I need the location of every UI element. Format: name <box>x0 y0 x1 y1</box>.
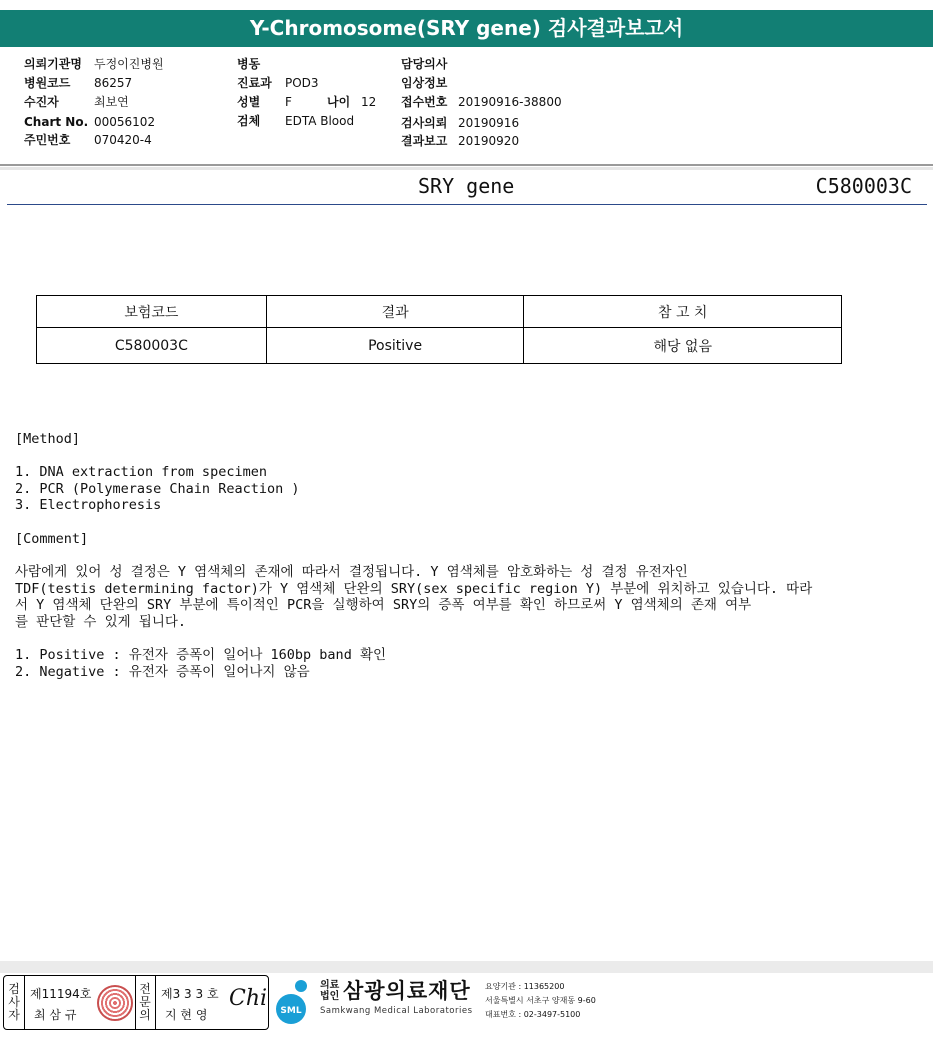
divider <box>0 164 933 166</box>
org-code: 요양기관 : 11365200 <box>485 982 565 991</box>
report-title: Y-Chromosome(SRY gene) 검사결과보고서 <box>0 10 933 47</box>
comment-line: 서 Y 염색체 단완의 SRY 부분에 특이적인 PCR을 실행하여 SRY의 증폭 여부를 확인 하므로써 Y 염색체의 존재 여부 <box>15 597 752 613</box>
info-hospital: 의뢰기관명 두정이진병원 <box>24 57 164 71</box>
method-heading: [Method] <box>15 431 81 447</box>
info-age: 나이 12 <box>327 95 377 109</box>
org-prefix: 의료법인 <box>320 980 340 1002</box>
info-department: 진료과 POD3 <box>237 76 319 90</box>
inspector-label: 검사자 <box>8 982 20 1022</box>
signature: Chi <box>229 986 268 1011</box>
comment-item: 1. Positive : 유전자 증폭이 일어나 160bp band 확인 <box>15 647 387 663</box>
org-address: 서울특별시 서초구 양재동 9-60 <box>485 996 596 1005</box>
info-hospital-code: 병원코드 86257 <box>24 76 133 90</box>
sml-logo-icon <box>272 975 314 1025</box>
info-chart-no: Chart No. 00056102 <box>24 115 156 129</box>
separator <box>24 976 25 1029</box>
info-specimen: 검체 EDTA Blood <box>237 114 355 128</box>
test-code: C580003C <box>815 174 912 198</box>
cell-result: Positive <box>266 328 524 364</box>
comment-line: TDF(testis determining factor)가 Y 염색체 단완의 SRY(sex specific region Y) 부분에 위치하고 있습니다. 따라 <box>15 581 813 597</box>
specialist-label: 전문의 <box>139 982 151 1022</box>
info-clinical: 임상정보 <box>401 76 448 90</box>
org-phone: 대표번호 : 02-3497-5100 <box>485 1010 581 1019</box>
divider-shadow <box>0 167 933 170</box>
header-reference: 참 고 치 <box>524 296 842 328</box>
logo-text: SML <box>280 1006 302 1016</box>
inspector-name: 최 삼 규 <box>34 1008 77 1022</box>
comment-item: 2. Negative : 유전자 증폭이 일어나지 않음 <box>15 664 310 680</box>
seal-stamp-icon <box>97 985 133 1021</box>
org-name: 삼광의료재단 <box>343 979 471 1003</box>
info-sex: 성별 F <box>237 95 292 109</box>
method-item: 1. DNA extraction from specimen <box>15 464 267 480</box>
comment-line: 를 판단할 수 있게 됩니다. <box>15 614 187 630</box>
comment-line: 사람에게 있어 성 결정은 Y 염색체의 존재에 따라서 결정됩니다. Y 염색체를 암호화하는 성 결정 유전자인 <box>15 564 688 580</box>
info-ward: 병동 <box>237 57 261 71</box>
info-report-date: 결과보고 20190920 <box>401 134 520 148</box>
info-doctor: 담당의사 <box>401 57 448 71</box>
cell-insurance-code: C580003C <box>37 328 267 364</box>
separator <box>135 976 136 1029</box>
specialist-number: 제3 3 3 호 <box>161 987 219 1001</box>
info-request-date: 검사의뢰 20190916 <box>401 116 520 130</box>
info-receipt-no: 접수번호 20190916-38800 <box>401 95 562 109</box>
header-insurance-code: 보험코드 <box>37 296 267 328</box>
signature-box <box>3 975 269 1030</box>
separator <box>155 976 156 1029</box>
comment-heading: [Comment] <box>15 531 89 547</box>
specialist-name: 지 현 영 <box>165 1008 208 1022</box>
method-item: 3. Electrophoresis <box>15 497 162 513</box>
patient-info <box>0 55 933 161</box>
table-row <box>37 328 842 364</box>
info-resident-no: 주민번호 070420-4 <box>24 133 152 147</box>
inspector-number: 제11194호 <box>30 987 92 1001</box>
divider-blue <box>7 204 927 205</box>
info-patient: 수진자 최보연 <box>24 95 129 109</box>
result-table <box>36 295 842 364</box>
test-name: SRY gene <box>418 174 515 198</box>
org-english-name: Samkwang Medical Laboratories <box>320 1006 473 1016</box>
method-item: 2. PCR (Polymerase Chain Reaction ) <box>15 481 300 497</box>
header-result: 결과 <box>266 296 524 328</box>
footer-band <box>0 961 933 973</box>
cell-reference: 해당 없음 <box>524 328 842 364</box>
table-header-row <box>37 296 842 328</box>
